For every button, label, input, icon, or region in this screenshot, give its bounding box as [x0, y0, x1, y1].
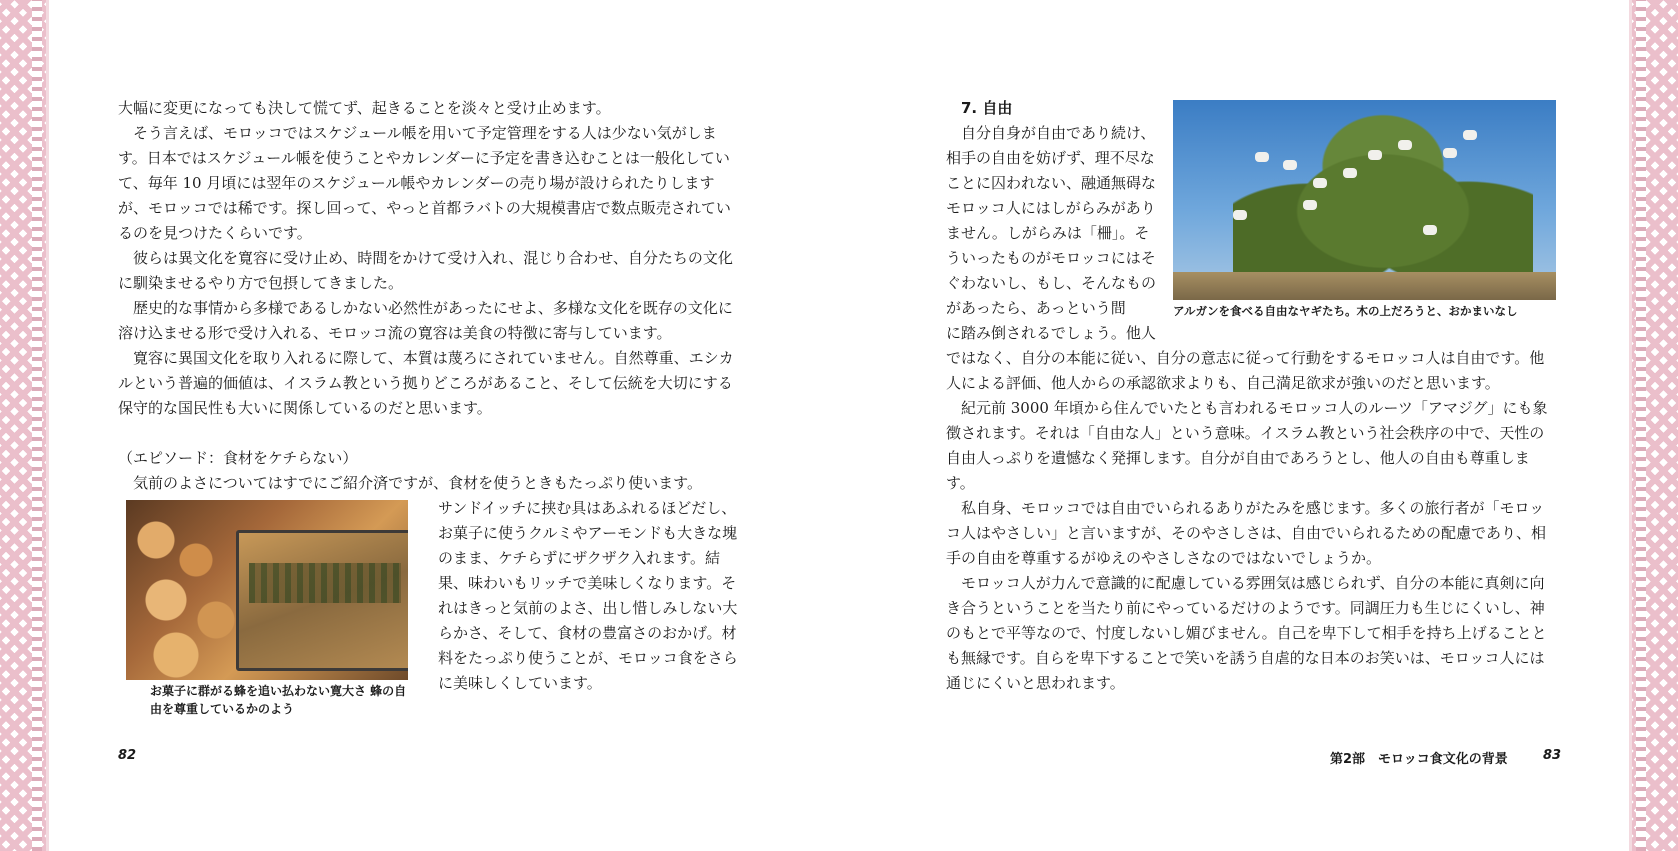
goat-tree-photo [1173, 100, 1556, 300]
pastry-photo-caption: お菓子に群がる蜂を追い払わない寛大さ 蜂の自由を尊重しているかのよう [150, 684, 407, 716]
section-heading: 7. 自由 [961, 99, 1013, 117]
paragraph: 歴史的な事情から多様であるしかない必然性があったにせよ、多様な文化を既存の文化に溶け込ませる形で受け入れる、モロッコ流の寛容は美食の特徴に寄与しています。 [118, 299, 733, 342]
decorative-border-left [0, 0, 49, 851]
left-page [118, 96, 738, 718]
pastry-photo [126, 500, 408, 680]
goat-figure [1173, 100, 1556, 320]
paragraph: に踏み倒されるでしょう。他人ではなく、自分の本能に従い、自分の意志に従って行動をするモロッコ人は自由です。他人による評価、他人からの承認欲求よりも、自己満足欲求が強いのだと思います。 [946, 324, 1545, 392]
episode-intro: 気前のよさについてはすでにご紹介済ですが、食材を使うときもたっぷり使います。 [133, 474, 702, 492]
running-title: 第2部 モロッコ食文化の背景 [1330, 752, 1508, 767]
page-number-left: 82 [118, 748, 137, 763]
episode-body: サンドイッチに挟む具はあふれるほどだし、お菓子に使うクルミやアーモンドも大きな塊のまま、ケチらずにザクザク入れます。結果、味わいもリッチで美味しくなります。それはきっと気前のよさ、出し惜しみしない大らかさ、そして、食材の豊富さのおかげ。材料をたっぷり使うことが、モロッコ食をさらに美味しくしています。 [438, 499, 738, 692]
episode-title: （エピソード：食材をケチらない） [118, 449, 358, 467]
decorative-border-right [1629, 0, 1678, 851]
paragraph: 寛容に異国文化を取り入れるに際して、本質は蔑ろにされていません。自然尊重、エシカルという普遍的価値は、イスラム教という拠りどころがあること、そして伝統を大切にする保守的な国民性も大いに関係しているのだと思います。 [118, 349, 734, 417]
paragraph: 大幅に変更になっても決して慌てず、起きることを淡々と受け止めます。 [118, 99, 611, 117]
paragraph: 自分自身が自由であり続け、相手の自由を妨げず、理不尽なことに囚われない、融通無碍なモロッコ人にはしがらみがありません。しがらみは「柵」。そういったものがモロッコにはそぐわないし、もし、そんなものがあったら、あっという間 [946, 124, 1157, 317]
paragraph: そう言えば、モロッコではスケジュール帳を用いて予定管理をする人は少ない気がします。日本ではスケジュール帳を使うことやカレンダーに予定を書き込むことは一般化していて、毎年 10 月頃には翌年のスケジュール帳やカレンダーの売り場が設けられたりしますが、モロッコでは稀です。探し回って、やっと首都ラバトの大規模書店で数点販売されているのを見つけたくらいです。 [118, 124, 731, 242]
paragraph: 私自身、モロッコでは自由でいられるありがたみを感じます。多くの旅行者が「モロッコ人はやさしい」と言いますが、そのやさしさは、自由でいられるための配慮であり、相手の自由を尊重するがゆえのやさしさなのではないでしょうか。 [946, 499, 1547, 567]
paragraph: モロッコ人が力んで意識的に配慮している雰囲気は感じられず、自分の本能に真剣に向き合うということを当たり前にやっているだけのようです。同調圧力も生じにくいし、神のもとで平等なので、忖度しないし媚びません。自己を卑下して相手を持ち上げることとも無縁です。自らを卑下することで笑いを誘う自虐的な日本のお笑いは、モロッコ人には通じにくいと思われます。 [946, 574, 1547, 692]
page-number-right: 83 [1543, 748, 1562, 763]
goat-photo-caption: アルガンを食べる自由なヤギたち。木の上だろうと、おかまいなし [1173, 304, 1518, 318]
paragraph: 紀元前 3000 年頃から住んでいたとも言われるモロッコ人のルーツ「アマジグ」にも象徴されます。それは「自由な人」という意味。イスラム教という社会秩序の中で、天性の自由人っぷりを遺憾なく発揮します。自分が自由であろうとし、他人の自由も尊重します。 [946, 399, 1548, 492]
paragraph: 彼らは異文化を寛容に受け止め、時間をかけて受け入れ、混じり合わせ、自分たちの文化に馴染ませるやり方で包摂してきました。 [118, 249, 733, 292]
pastry-figure [126, 500, 412, 718]
right-page [946, 96, 1556, 696]
